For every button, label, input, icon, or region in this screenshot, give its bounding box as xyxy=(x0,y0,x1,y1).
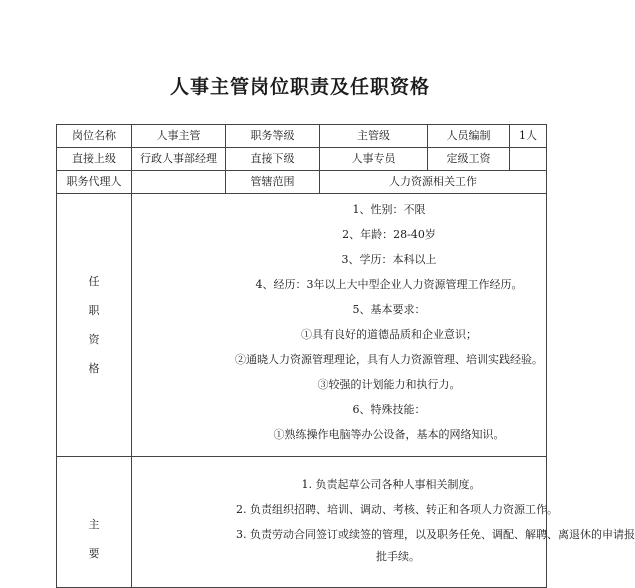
duty-item-text: 1. 负责起草公司各种人事相关制度。 xyxy=(301,478,481,491)
qualifications-label xyxy=(57,194,132,457)
qualification-item: 2、年龄：28-40岁 xyxy=(342,228,436,241)
salary-label: 定级工资 xyxy=(428,148,510,171)
qualifications-content xyxy=(132,194,547,457)
qualifications-label-char: 资 xyxy=(88,332,100,346)
deputy-value xyxy=(132,171,226,194)
duties-label-char: 主 xyxy=(88,518,100,531)
grade-label: 职务等级 xyxy=(226,125,320,148)
duty-item-text: 2. 负责组织招聘、培训、调动、考核、转正和各项人力资源工作。 xyxy=(236,503,558,516)
position-label: 岗位名称 xyxy=(57,125,132,148)
table-row-scope xyxy=(57,171,547,194)
staffing-value: 1人 xyxy=(510,125,547,148)
staffing-label: 人员编制 xyxy=(428,125,510,148)
grade-value: 主管级 xyxy=(320,125,428,148)
deputy-label: 职务代理人 xyxy=(57,171,132,194)
qualification-item: 6、特殊技能： xyxy=(352,403,426,416)
qualifications-label-char: 职 xyxy=(88,303,100,317)
table-row-position xyxy=(57,125,547,148)
superior-label: 直接上级 xyxy=(57,148,132,171)
subordinate-label: 直接下级 xyxy=(226,148,320,171)
duty-item-text: 3. 负责劳动合同签订或续签的管理，以及职务任免、调配、解聘、离退休的申请报 xyxy=(236,528,635,541)
duty-item xyxy=(236,477,546,493)
duties-content xyxy=(132,457,635,588)
duties-label-char: 要 xyxy=(88,547,100,560)
qualification-item: 1、性别：不限 xyxy=(352,203,426,216)
scope-label: 管辖范围 xyxy=(226,171,320,194)
job-description-table xyxy=(56,124,635,588)
duty-item-continuation: 批手续。 xyxy=(376,550,420,563)
superior-value: 行政人事部经理 xyxy=(132,148,226,171)
scope-value: 人力资源相关工作 xyxy=(320,171,547,194)
qualifications-label-char: 任 xyxy=(88,274,100,288)
table-row-reporting xyxy=(57,148,547,171)
qualification-item: ③较强的计划能力和执行力。 xyxy=(317,378,461,391)
qualification-item: ②通晓人力资源管理理论，具有人力资源管理、培训实践经验。 xyxy=(235,353,543,366)
position-value: 人事主管 xyxy=(132,125,226,148)
duty-item xyxy=(236,502,558,518)
qualification-item: 3、学历：本科以上 xyxy=(341,253,437,266)
subordinate-value: 人事专员 xyxy=(320,148,428,171)
qualification-item: ①具有良好的道德品质和企业意识； xyxy=(301,328,477,341)
document-title: 人事主管岗位职责及任职资格 xyxy=(169,76,430,98)
qualifications-list xyxy=(132,194,546,456)
qualification-item: 4、经历：3年以上大中型企业人力资源管理工作经历。 xyxy=(255,278,523,291)
table-row-qualifications xyxy=(57,194,547,457)
table-row-duties xyxy=(57,457,547,588)
qualification-item: ①熟练操作电脑等办公设备，基本的网络知识。 xyxy=(273,428,505,441)
salary-value xyxy=(510,148,547,171)
duty-item xyxy=(236,527,635,565)
qualification-item: 5、基本要求： xyxy=(352,303,426,316)
duties-list xyxy=(132,470,635,565)
duties-label xyxy=(57,457,132,588)
qualifications-label-char: 格 xyxy=(88,361,100,375)
